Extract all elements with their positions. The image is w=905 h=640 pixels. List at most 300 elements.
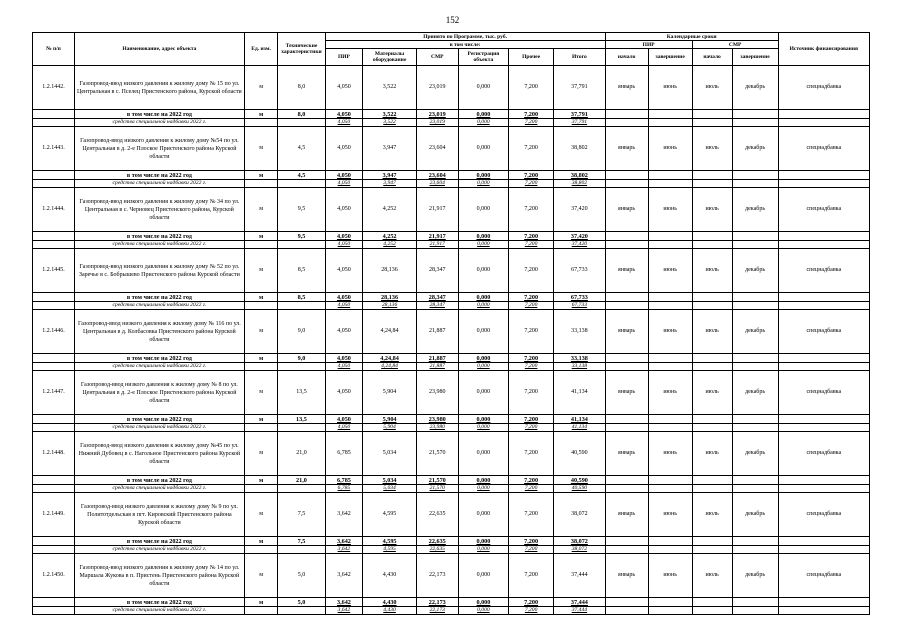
funding-label: средства специальной надбавки 2022 г. (74, 546, 244, 554)
term-smr-end: декабрь (732, 493, 778, 537)
funding-blank (732, 302, 778, 310)
table-row (33, 127, 870, 171)
subtotal-blank (648, 110, 692, 119)
funding-label: средства специальной надбавки 2022 г. (74, 607, 244, 615)
funding-blank (778, 607, 869, 615)
funding-total: 40,590 (554, 485, 605, 493)
subtotal-other: 7,200 (509, 476, 554, 485)
term-smr-end: декабрь (732, 188, 778, 232)
table-row (33, 66, 870, 110)
subtotal-label: в том числе на 2022 год (74, 415, 244, 424)
funding-smr: 28,347 (416, 302, 458, 310)
subtotal-mat: 3,947 (363, 171, 416, 180)
subtotal-reg: 0,000 (458, 354, 508, 363)
term-smr-start: июль (692, 188, 732, 232)
value-pir: 6,785 (325, 432, 363, 476)
subtotal-label: в том числе на 2022 год (74, 293, 244, 302)
header-pir: ПИР (325, 49, 363, 66)
term-pir-end: июнь (648, 127, 692, 171)
subtotal-blank (732, 293, 778, 302)
subtotal-empty (33, 110, 75, 119)
value-pir: 4,050 (325, 188, 363, 232)
subtotal-blank (605, 598, 648, 607)
subtotal-pir: 4,050 (325, 171, 363, 180)
value-smr: 23,980 (416, 371, 458, 415)
object-name: Газопровод-ввод низкого давления к жилому дому № 14 по ул. Маршала Жукова в п. Пристень Пристенского района Курской области (74, 554, 244, 598)
subtotal-tech: 5,0 (278, 598, 325, 607)
term-pir-start: январь (605, 493, 648, 537)
term-smr-end: декабрь (732, 310, 778, 354)
subtotal-smr: 22,173 (416, 598, 458, 607)
subtotal-pir: 6,785 (325, 476, 363, 485)
funding-source: спецнадбавка (778, 249, 869, 293)
subtotal-reg: 0,000 (458, 110, 508, 119)
subtotal-blank (605, 354, 648, 363)
funding-pir: 4,050 (325, 119, 363, 127)
subtotal-blank (778, 232, 869, 241)
funding-blank (692, 241, 732, 249)
object-name: Газопровод-ввод низкого давления к жилому дому № 8 по ул. Центральная в д. 2-е Плоское Пристенского района Курской области (74, 371, 244, 415)
funding-smr: 23,604 (416, 180, 458, 188)
funding-blank (278, 424, 325, 432)
funding-empty (33, 485, 75, 493)
subtotal-label: в том числе на 2022 год (74, 537, 244, 546)
term-pir-end: июнь (648, 249, 692, 293)
funding-blank (692, 180, 732, 188)
funding-reg: 0,000 (458, 241, 508, 249)
value-reg: 0,000 (458, 554, 508, 598)
term-pir-end: июнь (648, 66, 692, 110)
subtotal-blank (648, 476, 692, 485)
subtotal-blank (648, 293, 692, 302)
subtotal-label: в том числе на 2022 год (74, 476, 244, 485)
header-accepted: Принято по Программе, тыс. руб. (325, 33, 605, 41)
subtotal-blank (778, 293, 869, 302)
funding-blank (278, 119, 325, 127)
subtotal-smr: 28,347 (416, 293, 458, 302)
term-pir-end: июнь (648, 371, 692, 415)
value-pir: 4,050 (325, 66, 363, 110)
subtotal-mat: 3,522 (363, 110, 416, 119)
subtotal-blank (732, 110, 778, 119)
funding-blank (605, 607, 648, 615)
tech-cell: 9,0 (278, 310, 325, 354)
value-smr: 23,019 (416, 66, 458, 110)
funding-reg: 0,000 (458, 607, 508, 615)
funding-empty (33, 180, 75, 188)
subtotal-reg: 0,000 (458, 415, 508, 424)
funding-blank (732, 485, 778, 493)
funding-pir: 4,050 (325, 424, 363, 432)
funding-mat: 3,522 (363, 119, 416, 127)
object-name: Газопровод-ввод низкого давления к жилому дому № 34 по ул. Центральная в с. Черновец Пристенского района, Курской области (74, 188, 244, 232)
subtotal-total: 38,072 (554, 537, 605, 546)
funding-blank (605, 363, 648, 371)
subtotal-total: 37,420 (554, 232, 605, 241)
subtotal-blank (692, 354, 732, 363)
funding-pir: 4,050 (325, 241, 363, 249)
term-smr-start: июль (692, 554, 732, 598)
value-reg: 0,000 (458, 66, 508, 110)
value-mat: 3,947 (363, 127, 416, 171)
unit-cell: м (244, 432, 278, 476)
funding-blank (605, 302, 648, 310)
funding-blank (278, 241, 325, 249)
subtotal-row (33, 476, 870, 485)
subtotal-smr: 23,980 (416, 415, 458, 424)
funding-other: 7,200 (509, 546, 554, 554)
funding-other: 7,200 (509, 424, 554, 432)
funding-smr: 21,887 (416, 363, 458, 371)
funding-pir: 3,642 (325, 546, 363, 554)
funding-blank (244, 485, 278, 493)
subtotal-blank (692, 232, 732, 241)
term-smr-end: декабрь (732, 127, 778, 171)
value-mat: 4,252 (363, 188, 416, 232)
funding-blank (605, 424, 648, 432)
subtotal-blank (692, 537, 732, 546)
table-row (33, 554, 870, 598)
subtotal-empty (33, 537, 75, 546)
funding-mat: 4,595 (363, 546, 416, 554)
funding-empty (33, 302, 75, 310)
subtotal-blank (732, 415, 778, 424)
term-smr-start: июль (692, 249, 732, 293)
subtotal-total: 38,802 (554, 171, 605, 180)
subtotal-mat: 4,252 (363, 232, 416, 241)
funding-blank (732, 546, 778, 554)
object-name: Газопровод-ввод низкого давления к жилому дому № 116 по ул. Центральная в д. Колбасовка Пристенского района Курской области (74, 310, 244, 354)
term-smr-start: июль (692, 432, 732, 476)
funding-row (33, 302, 870, 310)
term-pir-end: июнь (648, 188, 692, 232)
funding-label: средства специальной надбавки 2022 г. (74, 119, 244, 127)
subtotal-blank (778, 415, 869, 424)
funding-total: 37,444 (554, 607, 605, 615)
funding-empty (33, 241, 75, 249)
subtotal-row (33, 537, 870, 546)
term-pir-start: январь (605, 371, 648, 415)
funding-blank (278, 485, 325, 493)
funding-other: 7,200 (509, 302, 554, 310)
subtotal-row (33, 354, 870, 363)
term-pir-end: июнь (648, 432, 692, 476)
value-pir: 3,642 (325, 493, 363, 537)
funding-source: спецнадбавка (778, 310, 869, 354)
funding-reg: 0,000 (458, 119, 508, 127)
funding-blank (605, 119, 648, 127)
funding-label: средства специальной надбавки 2022 г. (74, 424, 244, 432)
funding-mat: 4,430 (363, 607, 416, 615)
value-total: 33,138 (554, 310, 605, 354)
tech-cell: 21,0 (278, 432, 325, 476)
subtotal-blank (648, 354, 692, 363)
value-reg: 0,000 (458, 310, 508, 354)
value-mat: 28,136 (363, 249, 416, 293)
funding-label: средства специальной надбавки 2022 г. (74, 241, 244, 249)
subtotal-blank (605, 476, 648, 485)
tech-cell: 5,0 (278, 554, 325, 598)
row-number: 1.2.1447. (33, 371, 75, 415)
funding-empty (33, 119, 75, 127)
funding-blank (244, 424, 278, 432)
term-pir-end: июнь (648, 554, 692, 598)
funding-row (33, 241, 870, 249)
funding-blank (778, 241, 869, 249)
row-number: 1.2.1446. (33, 310, 75, 354)
funding-mat: 4,252 (363, 241, 416, 249)
funding-empty (33, 607, 75, 615)
subtotal-label: в том числе на 2022 год (74, 354, 244, 363)
subtotal-other: 7,200 (509, 415, 554, 424)
funding-mat: 3,947 (363, 180, 416, 188)
row-number: 1.2.1443. (33, 127, 75, 171)
term-smr-end: декабрь (732, 554, 778, 598)
value-other: 7,200 (509, 188, 554, 232)
subtotal-smr: 22,635 (416, 537, 458, 546)
subtotal-blank (692, 415, 732, 424)
subtotal-total: 33,138 (554, 354, 605, 363)
header-other: Прочее (509, 49, 554, 66)
funding-blank (648, 485, 692, 493)
funding-source: спецнадбавка (778, 371, 869, 415)
value-smr: 28,347 (416, 249, 458, 293)
subtotal-blank (732, 537, 778, 546)
funding-other: 7,200 (509, 607, 554, 615)
row-number: 1.2.1449. (33, 493, 75, 537)
header-cal-smr: СМР (692, 41, 778, 49)
subtotal-blank (778, 110, 869, 119)
funding-blank (278, 607, 325, 615)
unit-cell: м (244, 310, 278, 354)
value-other: 7,200 (509, 432, 554, 476)
subtotal-label: в том числе на 2022 год (74, 171, 244, 180)
funding-blank (605, 485, 648, 493)
term-smr-start: июль (692, 66, 732, 110)
subtotal-smr: 21,570 (416, 476, 458, 485)
funding-smr: 21,570 (416, 485, 458, 493)
subtotal-blank (732, 171, 778, 180)
value-reg: 0,000 (458, 249, 508, 293)
subtotal-reg: 0,000 (458, 171, 508, 180)
tech-cell: 8,5 (278, 249, 325, 293)
funding-blank (732, 607, 778, 615)
subtotal-blank (648, 232, 692, 241)
funding-pir: 3,642 (325, 607, 363, 615)
value-total: 37,420 (554, 188, 605, 232)
subtotal-empty (33, 476, 75, 485)
page-number: 152 (445, 15, 460, 25)
term-pir-start: январь (605, 66, 648, 110)
subtotal-reg: 0,000 (458, 537, 508, 546)
value-smr: 21,887 (416, 310, 458, 354)
subtotal-tech: 7,5 (278, 537, 325, 546)
funding-smr: 22,173 (416, 607, 458, 615)
subtotal-blank (778, 476, 869, 485)
subtotal-blank (648, 415, 692, 424)
term-pir-end: июнь (648, 493, 692, 537)
header-total: Итого (554, 49, 605, 66)
funding-row (33, 180, 870, 188)
value-total: 37,791 (554, 66, 605, 110)
funding-blank (244, 180, 278, 188)
subtotal-mat: 4,24,84 (363, 354, 416, 363)
subtotal-blank (778, 598, 869, 607)
funding-smr: 23,019 (416, 119, 458, 127)
subtotal-unit: м (244, 171, 278, 180)
subtotal-smr: 21,917 (416, 232, 458, 241)
funding-label: средства специальной надбавки 2022 г. (74, 180, 244, 188)
subtotal-blank (648, 537, 692, 546)
funding-other: 7,200 (509, 363, 554, 371)
subtotal-pir: 3,642 (325, 598, 363, 607)
subtotal-other: 7,200 (509, 232, 554, 241)
subtotal-blank (732, 598, 778, 607)
subtotal-blank (648, 598, 692, 607)
value-reg: 0,000 (458, 188, 508, 232)
funding-blank (692, 424, 732, 432)
subtotal-tech: 13,5 (278, 415, 325, 424)
funding-reg: 0,000 (458, 485, 508, 493)
object-name: Газопровод-ввод низкого давления к жилому дому № 9 по ул. Политотдельская в пгт. Кировский Пристенского района Курской области (74, 493, 244, 537)
funding-source: спецнадбавка (778, 188, 869, 232)
unit-cell: м (244, 371, 278, 415)
funding-reg: 0,000 (458, 424, 508, 432)
term-smr-end: декабрь (732, 249, 778, 293)
table-row (33, 310, 870, 354)
header-pir-start: начало (605, 49, 648, 66)
tech-cell: 9,5 (278, 188, 325, 232)
funding-total: 33,138 (554, 363, 605, 371)
subtotal-blank (732, 232, 778, 241)
tech-cell: 13,5 (278, 371, 325, 415)
funding-blank (648, 607, 692, 615)
funding-blank (648, 424, 692, 432)
value-pir: 4,050 (325, 310, 363, 354)
subtotal-total: 41,134 (554, 415, 605, 424)
subtotal-empty (33, 598, 75, 607)
subtotal-blank (778, 537, 869, 546)
funding-reg: 0,000 (458, 363, 508, 371)
funding-blank (244, 546, 278, 554)
subtotal-total: 37,444 (554, 598, 605, 607)
subtotal-pir: 4,050 (325, 110, 363, 119)
header-pir-end: завершение (648, 49, 692, 66)
funding-other: 7,200 (509, 485, 554, 493)
funding-row (33, 607, 870, 615)
value-reg: 0,000 (458, 371, 508, 415)
funding-blank (278, 302, 325, 310)
funding-smr: 22,635 (416, 546, 458, 554)
subtotal-total: 37,791 (554, 110, 605, 119)
subtotal-blank (605, 415, 648, 424)
funding-pir: 6,785 (325, 485, 363, 493)
subtotal-row (33, 171, 870, 180)
funding-mat: 4,24,84 (363, 363, 416, 371)
subtotal-unit: м (244, 476, 278, 485)
value-pir: 3,642 (325, 554, 363, 598)
subtotal-mat: 5,904 (363, 415, 416, 424)
funding-blank (648, 302, 692, 310)
subtotal-tech: 21,0 (278, 476, 325, 485)
header-name: Наименование, адрес объекта (74, 33, 244, 66)
subtotal-blank (605, 293, 648, 302)
funding-blank (732, 180, 778, 188)
subtotal-blank (692, 598, 732, 607)
funding-total: 37,420 (554, 241, 605, 249)
value-total: 67,733 (554, 249, 605, 293)
funding-row (33, 363, 870, 371)
funding-blank (692, 607, 732, 615)
funding-pir: 4,050 (325, 180, 363, 188)
subtotal-row (33, 110, 870, 119)
value-reg: 0,000 (458, 432, 508, 476)
table-row (33, 493, 870, 537)
value-mat: 5,904 (363, 371, 416, 415)
funding-blank (648, 180, 692, 188)
object-name: Газопровод-ввод низкого давления к жилому дому № 52 по ул. Заречье в с. Бобрышево Пристенского района Курской области (74, 249, 244, 293)
funding-blank (244, 363, 278, 371)
value-pir: 4,050 (325, 249, 363, 293)
subtotal-empty (33, 415, 75, 424)
term-pir-start: январь (605, 554, 648, 598)
funding-empty (33, 424, 75, 432)
value-total: 38,072 (554, 493, 605, 537)
funding-mat: 5,904 (363, 424, 416, 432)
funding-blank (244, 241, 278, 249)
funding-blank (244, 302, 278, 310)
funding-blank (278, 363, 325, 371)
subtotal-unit: м (244, 293, 278, 302)
funding-blank (778, 119, 869, 127)
unit-cell: м (244, 66, 278, 110)
value-total: 37,444 (554, 554, 605, 598)
value-mat: 3,522 (363, 66, 416, 110)
funding-label: средства специальной надбавки 2022 г. (74, 485, 244, 493)
object-name: Газопровод-ввод низкого давления к жилому дому №54 по ул. Центральная в д. 2-е Плоское Пристенского района Курской области (74, 127, 244, 171)
funding-total: 67,733 (554, 302, 605, 310)
row-number: 1.2.1444. (33, 188, 75, 232)
subtotal-blank (692, 293, 732, 302)
value-other: 7,200 (509, 371, 554, 415)
subtotal-blank (778, 171, 869, 180)
subtotal-unit: м (244, 232, 278, 241)
term-pir-start: январь (605, 188, 648, 232)
subtotal-empty (33, 354, 75, 363)
funding-blank (648, 363, 692, 371)
funding-source: спецнадбавка (778, 432, 869, 476)
table-row (33, 188, 870, 232)
subtotal-reg: 0,000 (458, 232, 508, 241)
subtotal-empty (33, 171, 75, 180)
funding-blank (692, 302, 732, 310)
funding-blank (692, 363, 732, 371)
subtotal-blank (732, 354, 778, 363)
subtotal-row (33, 415, 870, 424)
header-tech: Технические характеристики (278, 33, 325, 66)
subtotal-blank (692, 171, 732, 180)
subtotal-unit: м (244, 598, 278, 607)
header-source: Источник финансирования (778, 33, 869, 66)
value-other: 7,200 (509, 493, 554, 537)
funding-row (33, 119, 870, 127)
funding-total: 37,791 (554, 119, 605, 127)
subtotal-total: 67,733 (554, 293, 605, 302)
funding-other: 7,200 (509, 241, 554, 249)
subtotal-other: 7,200 (509, 598, 554, 607)
funding-source: спецнадбавка (778, 554, 869, 598)
value-other: 7,200 (509, 127, 554, 171)
